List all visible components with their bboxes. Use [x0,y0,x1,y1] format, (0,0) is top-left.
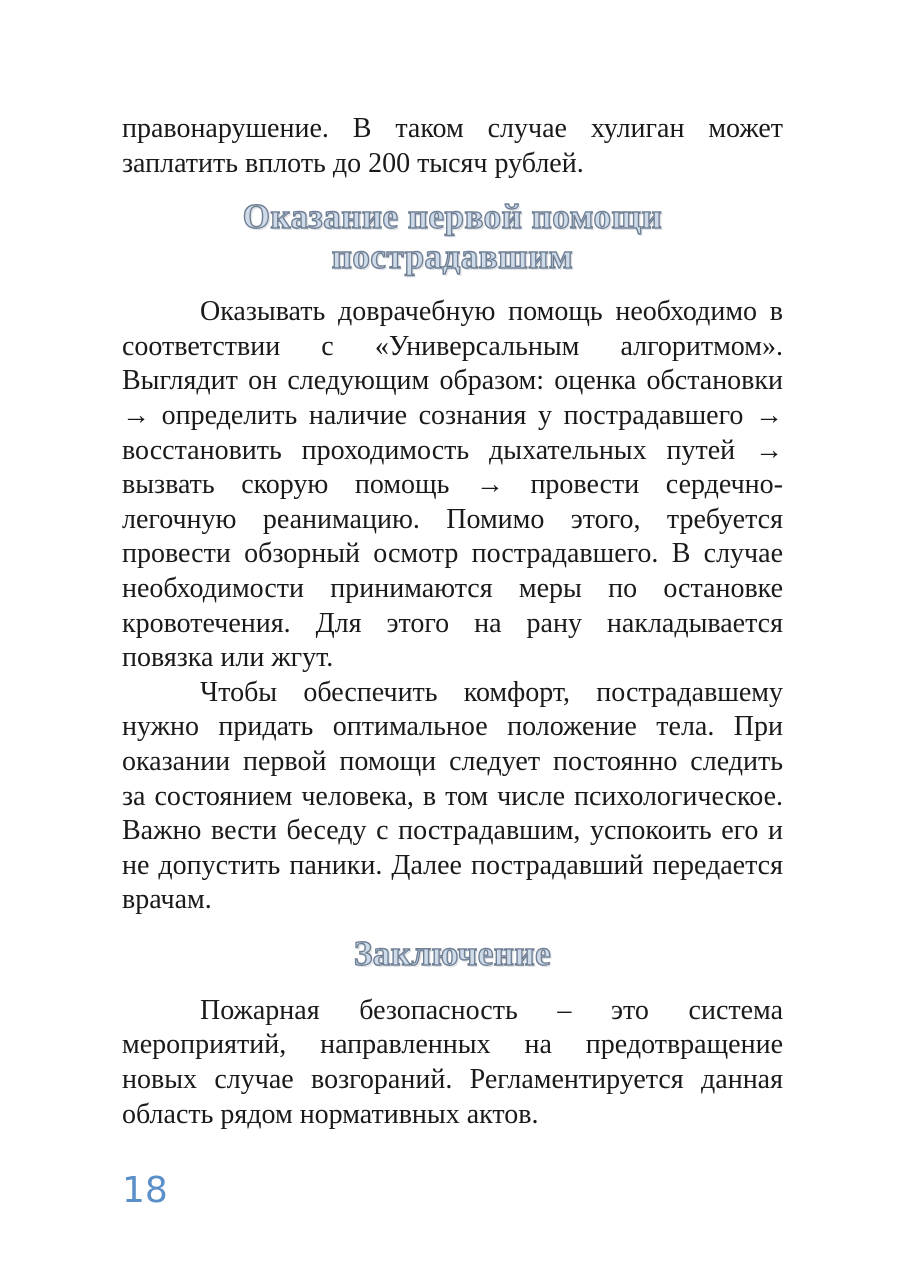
heading-first-aid-line2: пострадавшим [331,237,574,277]
page-content [122,112,783,1132]
paragraph-comfort: Чтобы обеспечить комфорт, пострадавшему нужно придать оптимальное положение тела. При оказании первой помощи следует постоянно следить за состоянием человека, в том числе психологическое. Важно вести беседу с пострадавшим, успокоить его и не допустить паники. Далее пострадавший передается врачам. [122,676,783,916]
heading-conclusion: Заключение [353,933,552,973]
paragraph-top: правонарушение. В таком случае хулиган может заплатить вплоть до 200 тысяч рублей. [122,113,783,179]
page-number: 18 [122,1170,168,1211]
heading-first-aid-line1: Оказание первой помощи [242,197,663,237]
heading-first-aid [122,197,783,277]
paragraph-conclusion: Пожарная безопасность – это система мероприятий, направленных на предотвращение новых случае возгораний. Регламентируется данная область рядом нормативных актов. [122,994,783,1130]
paragraph-first-aid: Оказывать доврачебную помощь необходимо в соответствии с «Универсальным алгоритмом». Выглядит он следующим образом: оценка обстановки → определить наличие сознания у пострадавшего → восстановить проходимость дыхательных путей → вызвать скорую помощь → провести сердечно-легочную реанимацию. Помимо этого, требуется провести обзорный осмотр пострадавшего. В случае необходимости принимаются меры по остановке кровотечения. Для этого на рану накладывается повязка или жгут. [122,296,783,674]
